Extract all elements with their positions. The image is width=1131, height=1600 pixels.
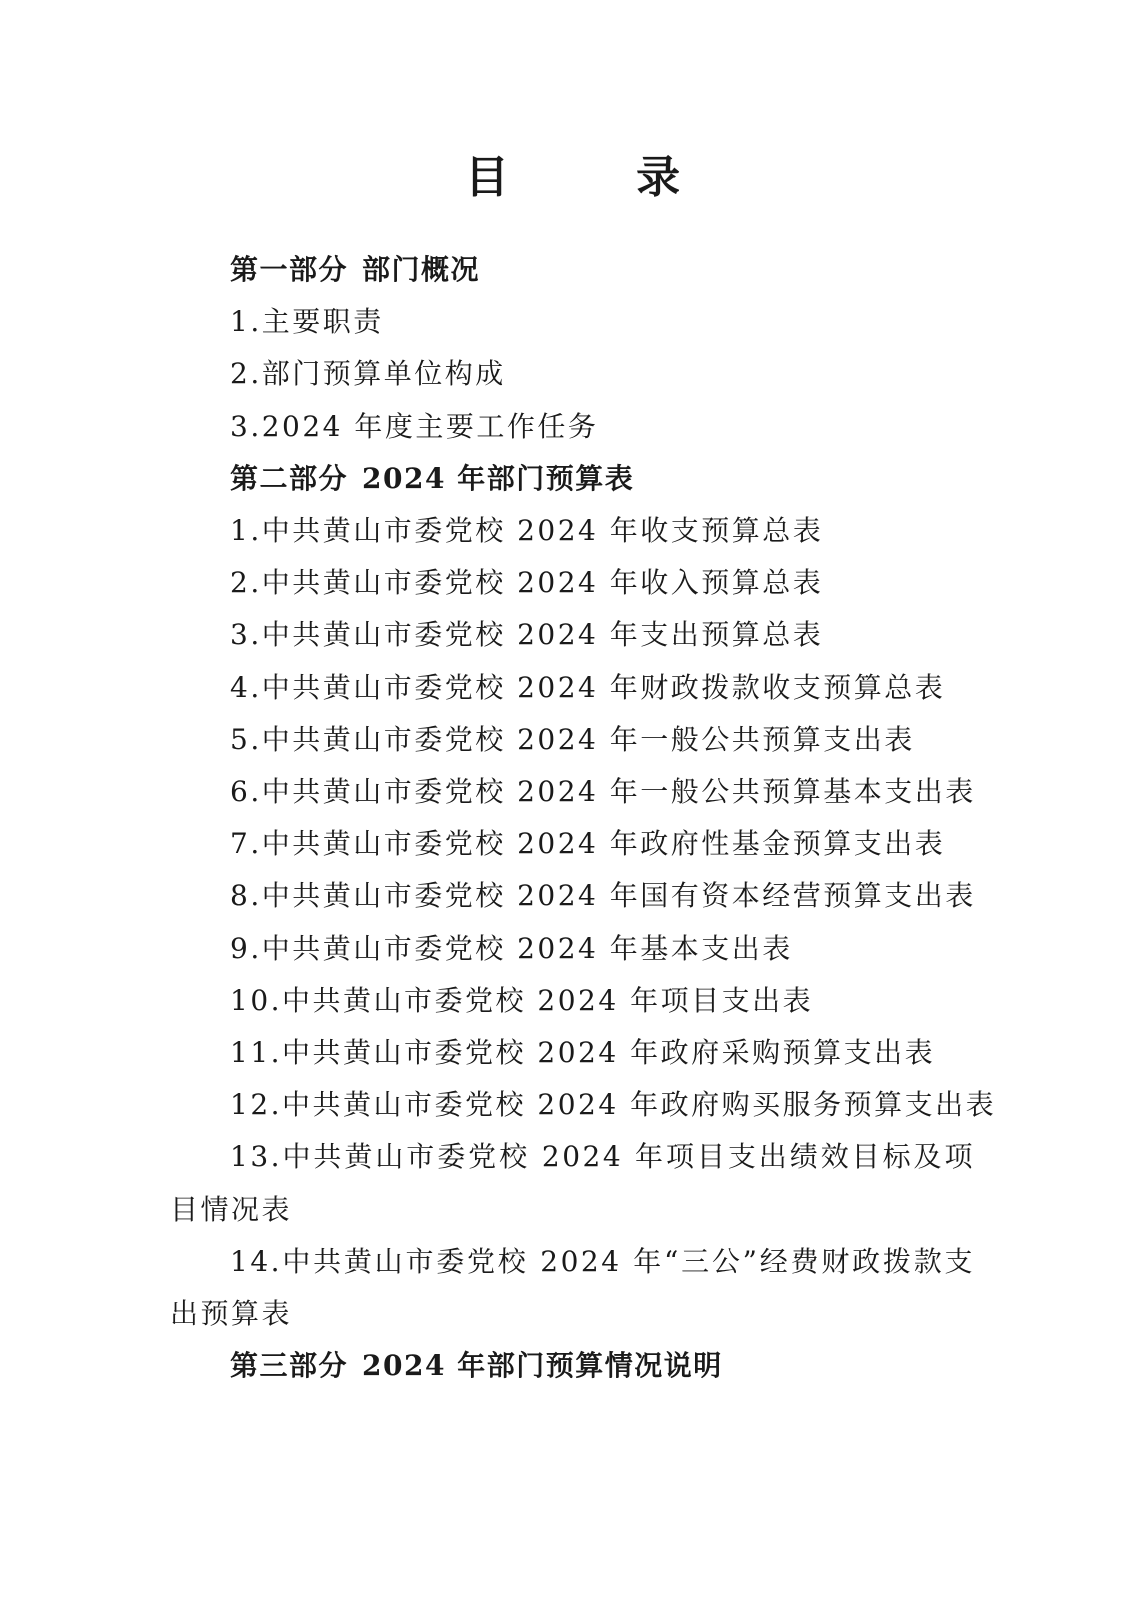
toc-entry: 9.中共黄山市委党校 2024 年基本支出表 xyxy=(230,931,793,965)
section-heading-part1 xyxy=(170,244,975,296)
table-of-contents xyxy=(170,244,997,1392)
toc-entry: 3.中共黄山市委党校 2024 年支出预算总表 xyxy=(230,618,824,652)
toc-entry: 1.主要职责 xyxy=(230,305,384,339)
toc-entry: 2.中共黄山市委党校 2024 年收入预算总表 xyxy=(230,566,824,600)
toc-entry: 14.中共黄山市委党校 2024 年“三公”经费财政拨款支出预算表 xyxy=(170,1244,975,1331)
toc-entry: 7.中共黄山市委党校 2024 年政府性基金预算支出表 xyxy=(230,827,946,861)
toc-entry: 13.中共黄山市委党校 2024 年项目支出绩效目标及项目情况表 xyxy=(170,1140,975,1226)
section-heading-part3 xyxy=(170,1340,975,1392)
toc-entry: 6.中共黄山市委党校 2024 年一般公共预算基本支出表 xyxy=(230,775,976,809)
section-title: 部门概况 xyxy=(362,253,481,286)
section-heading-part2 xyxy=(170,453,975,505)
toc-entry: 12.中共黄山市委党校 2024 年政府购买服务预算支出表 xyxy=(230,1088,997,1122)
section-label: 第二部分 xyxy=(230,461,349,495)
section-title: 2024 年部门预算情况说明 xyxy=(362,1349,723,1383)
section-label: 第一部分 xyxy=(230,253,349,286)
page-title: 目 录 xyxy=(464,152,737,203)
toc-entry: 2.部门预算单位构成 xyxy=(230,357,506,391)
toc-entry: 10.中共黄山市委党校 2024 年项目支出表 xyxy=(230,983,814,1017)
toc-entry: 8.中共黄山市委党校 2024 年国有资本经营预算支出表 xyxy=(230,879,976,913)
toc-entry: 5.中共黄山市委党校 2024 年一般公共预算支出表 xyxy=(230,722,915,756)
toc-entry: 4.中共黄山市委党校 2024 年财政拨款收支预算总表 xyxy=(230,670,946,704)
toc-entry: 3.2024 年度主要工作任务 xyxy=(230,409,599,443)
section-label: 第三部分 xyxy=(230,1349,349,1383)
toc-entry: 1.中共黄山市委党校 2024 年收支预算总表 xyxy=(230,514,824,548)
toc-entry: 11.中共黄山市委党校 2024 年政府采购预算支出表 xyxy=(230,1036,936,1070)
section-title: 2024 年部门预算表 xyxy=(362,461,635,495)
